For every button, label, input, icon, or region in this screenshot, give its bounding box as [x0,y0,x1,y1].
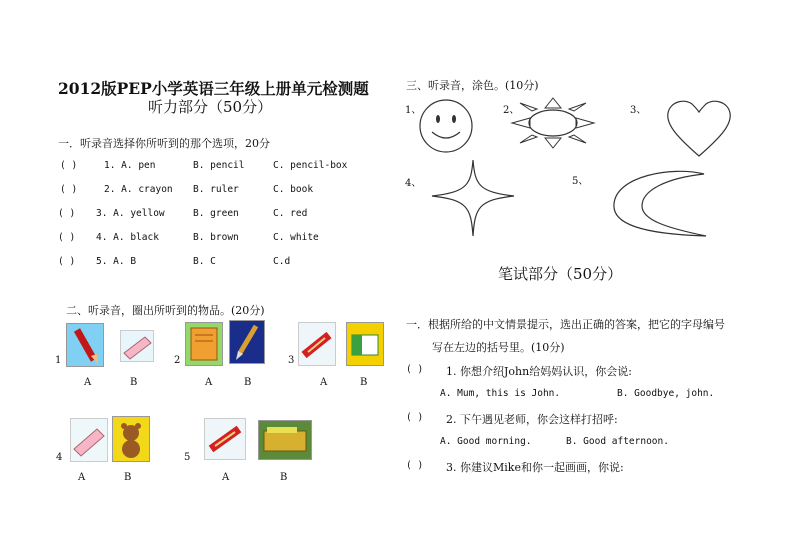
part1-heading: 一．根据所给的中文情景提示，选出正确的答案，把它的字母编号 [406,318,725,331]
option-b: B [360,377,368,388]
answer-paren[interactable]: ( ) [58,256,76,267]
choice-a: 1. A. pen [104,160,156,171]
choice-b: B. green [193,208,239,219]
shape-number: 4、 [405,178,422,189]
choice-b: B. brown [193,232,239,243]
bag-icon[interactable] [258,420,312,460]
answer-paren[interactable]: ( ) [58,232,76,243]
answer-paren[interactable]: ( ) [60,160,78,171]
option-a: A [222,472,230,483]
answer-paren[interactable]: ( ) [406,460,424,471]
choice-c: C.d [273,256,291,267]
answer-paren[interactable]: ( ) [406,364,424,375]
choice-a: A. Mum, this is John. [440,388,561,399]
option-b: B [124,472,132,483]
choice-b: B. Goodbye, john. [617,388,715,399]
choice-a: 2. A. crayon [104,184,173,195]
eraser-icon[interactable] [70,418,108,462]
option-a: A [84,377,92,388]
item-number: 3 [288,355,295,366]
shape-number: 3、 [630,105,647,116]
choice-a: 3. A. yellow [96,208,165,219]
option-b: B [280,472,288,483]
shape-number: 2、 [503,105,520,116]
choice-a: 4. A. black [96,232,159,243]
question-text: 3. 你建议Mike和你一起画画，你说: [446,461,624,474]
answer-paren[interactable]: ( ) [406,412,424,423]
section3-heading: 三、听录音，涂色。(10分) [406,79,539,92]
star-icon [432,160,514,236]
choice-b: B. pencil [193,160,245,171]
crayon-icon[interactable] [298,322,336,366]
heart-icon [666,98,732,158]
choice-a: A. Good morning. [440,436,532,447]
written-title: 笔试部分（50分） [498,265,623,283]
option-b: B [130,377,138,388]
option-b: B [244,377,252,388]
crayon-icon[interactable] [204,418,246,460]
choice-c: C. white [273,232,319,243]
choice-c: C. red [273,208,308,219]
sun-icon [510,96,596,150]
option-a: A [205,377,213,388]
pen-icon[interactable] [229,320,265,364]
pencil-box-icon[interactable] [346,322,384,366]
moon-icon [612,168,712,238]
smiley-face-icon [418,98,478,154]
listening-subtitle: 听力部分（50分） [148,98,273,116]
question-text: 1. 你想介绍John给妈妈认识，你会说: [446,365,632,378]
item-number: 4 [56,452,63,463]
choice-b: B. Good afternoon. [566,436,669,447]
option-a: A [78,472,86,483]
question-text: 2. 下午遇见老师，你会这样打招呼: [446,413,618,426]
section2-heading: 二、听录音，圈出所听到的物品。(20分) [66,304,265,317]
choice-b: B. ruler [193,184,239,195]
bear-icon[interactable] [112,416,150,462]
section1-heading: 一．听录音选择你所听到的那个选项，20分 [58,137,270,150]
item-number: 2 [174,355,181,366]
shape-number: 5、 [572,176,589,187]
item-number: 1 [55,355,62,366]
choice-c: C. pencil-box [273,160,348,171]
choice-a: 5. A. B [96,256,137,267]
pencil-icon[interactable] [66,323,104,367]
eraser-icon[interactable] [120,330,154,362]
page-title: 2012版PEP小学英语三年级上册单元检测题 [58,79,369,98]
shape-number: 1、 [405,105,422,116]
option-a: A [320,377,328,388]
choice-b: B. C [193,256,216,267]
answer-paren[interactable]: ( ) [58,208,76,219]
item-number: 5 [184,452,191,463]
book-icon[interactable] [185,322,223,366]
part1-heading2: 写在左边的括号里。(10分) [432,341,565,354]
answer-paren[interactable]: ( ) [60,184,78,195]
choice-c: C. book [273,184,314,195]
